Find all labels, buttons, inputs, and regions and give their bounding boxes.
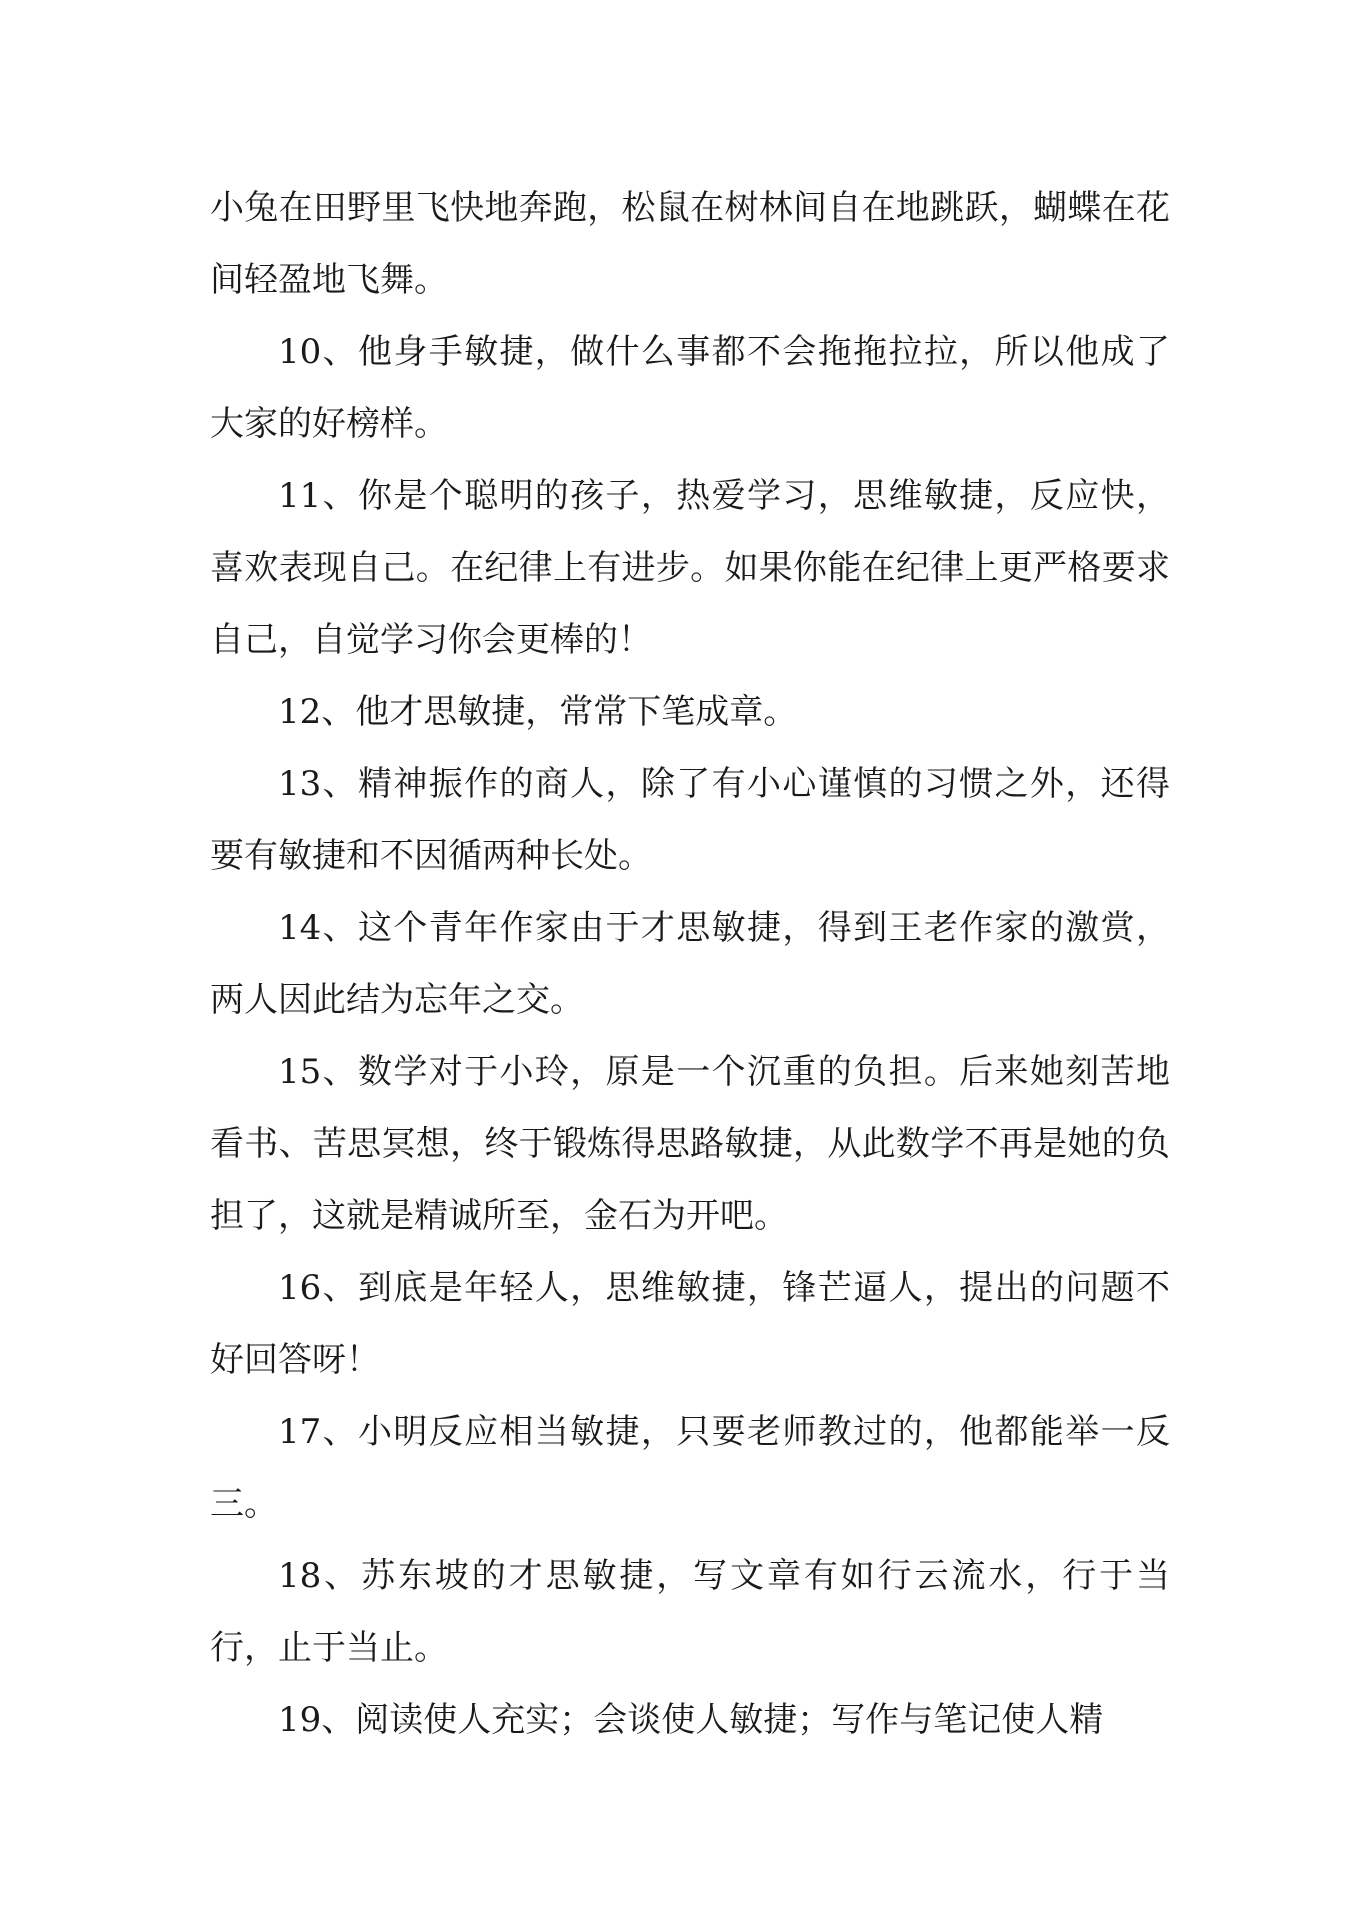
paragraph-continuation: 小兔在田野里飞快地奔跑，松鼠在树林间自在地跳跃，蝴蝶在花间轻盈地飞舞。 [210, 188, 1170, 300]
paragraph-item-16: 16、到底是年轻人，思维敏捷，锋芒逼人，提出的问题不好回答呀！ [210, 1268, 1170, 1380]
paragraph-item-13: 13、精神振作的商人，除了有小心谨慎的习惯之外，还得要有敏捷和不因循两种长处。 [210, 764, 1170, 876]
paragraph-item-11: 11、你是个聪明的孩子，热爱学习，思维敏捷，反应快，喜欢表现自己。在纪律上有进步。如果你能在纪律上更严格要求自己，自觉学习你会更棒的！ [210, 476, 1170, 660]
paragraph-item-19: 19、阅读使人充实；会谈使人敏捷；写作与笔记使人精 [278, 1700, 1104, 1740]
paragraph-item-18: 18、苏东坡的才思敏捷，写文章有如行云流水，行于当行，止于当止。 [210, 1556, 1170, 1668]
paragraph-item-15: 15、数学对于小玲，原是一个沉重的负担。后来她刻苦地看书、苦思冥想，终于锻炼得思路敏捷，从此数学不再是她的负担了，这就是精诚所至，金石为开吧。 [210, 1052, 1170, 1236]
paragraph-item-12: 12、他才思敏捷，常常下笔成章。 [278, 692, 798, 732]
paragraph-item-17: 17、小明反应相当敏捷，只要老师教过的，他都能举一反三。 [210, 1412, 1170, 1524]
paragraph-item-14: 14、这个青年作家由于才思敏捷，得到王老作家的激赏，两人因此结为忘年之交。 [210, 908, 1170, 1020]
paragraph-item-10: 10、他身手敏捷，做什么事都不会拖拖拉拉，所以他成了大家的好榜样。 [210, 332, 1170, 444]
document-body [210, 172, 1170, 1756]
